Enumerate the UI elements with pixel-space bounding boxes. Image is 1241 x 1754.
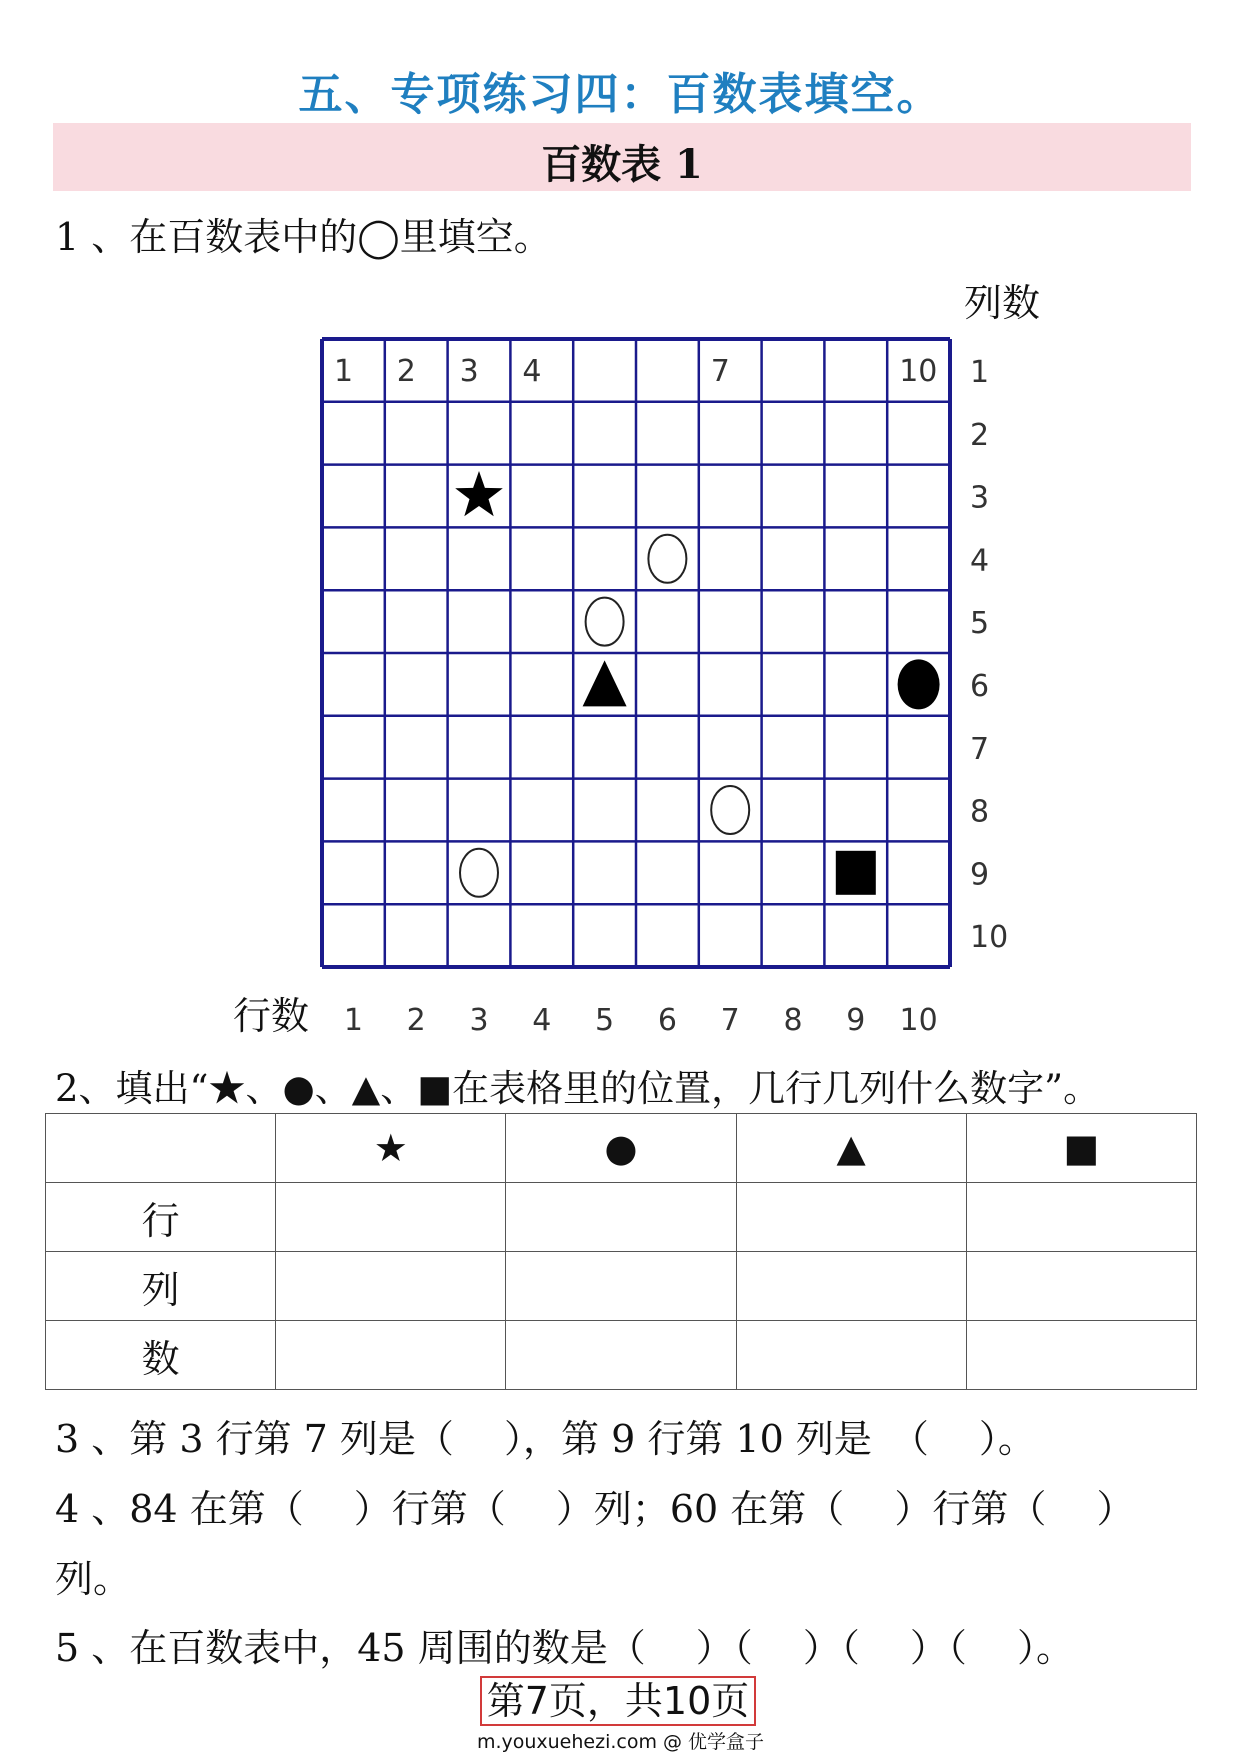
answer-cell[interactable] [966,1321,1196,1390]
filled-square-icon [836,851,876,895]
page-title: 五、专项练习四：百数表填空。 [298,69,943,120]
row-number-label: 7 [970,731,990,767]
answer-cell[interactable] [966,1183,1196,1252]
row-number-label: 4 [970,543,990,579]
row-number-label: 10 [970,920,1009,956]
answer-header-cell [46,1114,276,1183]
answer-cell[interactable] [736,1183,966,1252]
answer-cell[interactable] [506,1252,736,1321]
circle-blank-icon [460,849,498,897]
answer-row-label: 列 [46,1252,276,1321]
row-number-label: 5 [970,606,990,642]
column-axis-label: 列数 [964,281,1041,325]
answer-cell[interactable] [276,1321,506,1390]
answer-cell[interactable] [966,1252,1196,1321]
grid-cell-value: 2 [396,354,416,389]
row-number-label: 2 [970,417,990,453]
question-3: 3 、第 3 行第 7 列是（ ），第 9 行第 10 列是 （ ）。 [55,1417,1036,1461]
answer-header-square: ■ [966,1114,1196,1183]
row-number-label: 3 [970,480,990,516]
column-number-label: 2 [406,1003,426,1038]
footer-url: m.youxuehezi.com @ 优学盒子 [476,1731,765,1753]
answer-row-label: 行 [46,1183,276,1252]
question-4-continued: 列。 [55,1557,132,1601]
column-number-label: 6 [657,1003,677,1038]
circle-blank-icon [648,535,686,583]
circle-blank-icon [586,598,624,646]
column-number-label: 7 [720,1003,740,1038]
section-title: 百数表 1 [541,141,703,188]
row-number-label: 1 [970,355,990,390]
row-number-label: 8 [970,794,990,830]
grid-cell-value: 4 [522,354,542,389]
question-1: 1 、在百数表中的◯里填空。 [55,215,552,259]
question-5: 5 、在百数表中，45 周围的数是（ ）（ ）（ ）（ ）。 [55,1626,1075,1670]
column-number-label: 3 [469,1003,489,1038]
grid-cell-value: 1 [334,354,354,389]
answer-cell[interactable] [276,1183,506,1252]
row-axis-label: 行数 [233,994,310,1038]
column-number-label: 9 [846,1003,866,1038]
answer-row-label: 数 [46,1321,276,1390]
answer-header-circle: ● [506,1114,736,1183]
column-number-label: 1 [343,1003,363,1038]
page-number: 第7页，共10页 [480,1676,756,1726]
answer-cell[interactable] [506,1183,736,1252]
question-4: 4 、84 在第（ ）行第（ ）列；60 在第（ ）行第（ ） [55,1487,1135,1531]
answer-row-row [46,1183,1197,1252]
grid-cell-value: 7 [710,354,730,389]
question-2: 2、填出“★、●、▲、■在表格里的位置，几行几列什么数字”。 [55,1067,1101,1110]
grid-cell-value: 10 [899,354,938,389]
answer-header-star: ★ [276,1114,506,1183]
answer-cell[interactable] [276,1252,506,1321]
answer-cell[interactable] [506,1321,736,1390]
circle-blank-icon [711,786,749,834]
answer-header-triangle: ▲ [736,1114,966,1183]
answer-cell[interactable] [736,1321,966,1390]
answer-cell[interactable] [736,1252,966,1321]
row-number-label: 6 [970,669,990,704]
answer-row-column [46,1252,1197,1321]
star-icon [455,471,503,516]
grid-cell-value: 3 [459,354,479,389]
filled-triangle-icon [583,660,627,706]
answer-row-number [46,1321,1197,1390]
answer-table [45,1113,1197,1390]
column-number-label: 8 [783,1003,803,1038]
filled-circle-icon [898,659,940,709]
column-number-label: 5 [595,1003,615,1038]
row-number-label: 9 [970,857,990,893]
column-number-label: 4 [532,1003,552,1038]
answer-table-header-row [46,1114,1197,1183]
column-number-label: 10 [899,1003,938,1038]
